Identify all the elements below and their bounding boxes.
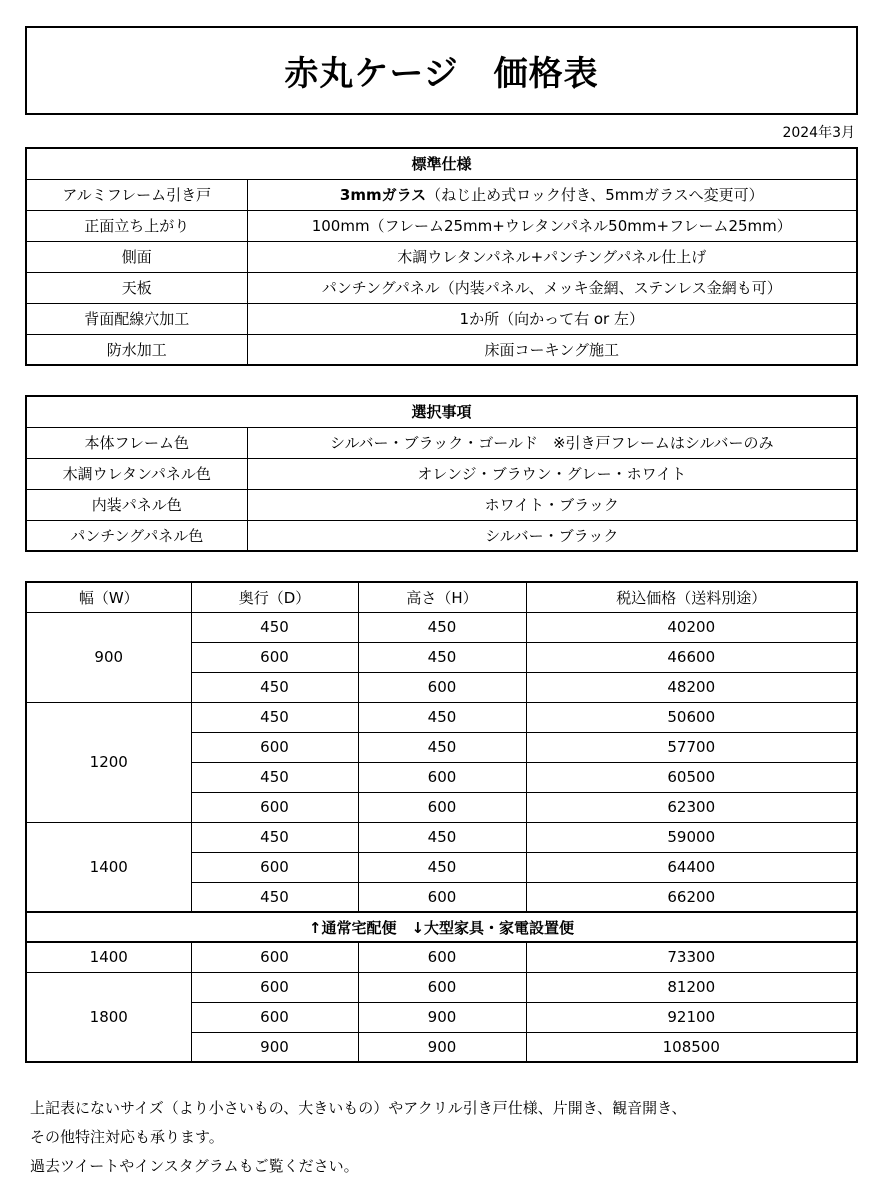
price-cell: 60500 [526,762,857,792]
spec-row [26,241,857,272]
price-cell: 40200 [526,612,857,642]
col-header-price: 税込価格（送料別途） [526,582,857,612]
price-cell: 62300 [526,792,857,822]
note-line: 過去ツイートやインスタグラムもご覧ください。 [30,1157,359,1175]
spec-row [26,179,857,210]
depth-cell: 450 [191,612,358,642]
options-table [25,395,858,552]
price-row [26,822,857,852]
width-cell: 900 [26,612,191,702]
spec-label: アルミフレーム引き戸 [26,179,247,210]
width-cell: 1800 [26,972,191,1062]
width-cell: 1400 [26,942,191,972]
spec-value-text: 木調ウレタンパネル+パンチングパネル仕上げ [397,248,707,266]
depth-cell: 450 [191,822,358,852]
height-cell: 450 [358,732,526,762]
price-row [26,702,857,732]
option-label: 本体フレーム色 [26,427,247,458]
price-cell: 108500 [526,1032,857,1062]
spec-value-text: パンチングパネル（内装パネル、メッキ金網、ステンレス金網も可） [321,279,782,297]
price-table [25,581,858,1063]
spec-label: 防水加工 [26,334,247,365]
standard-spec-heading: 標準仕様 [26,148,857,179]
spec-row [26,303,857,334]
depth-cell: 600 [191,792,358,822]
depth-cell: 450 [191,702,358,732]
spec-value-bold: 3mmガラス [339,186,427,204]
height-cell: 450 [358,702,526,732]
spec-value-text: （ねじ止め式ロック付き、5mmガラスへ変更可） [426,186,764,204]
price-cell: 59000 [526,822,857,852]
option-row [26,458,857,489]
price-cell: 64400 [526,852,857,882]
option-value: ホワイト・ブラック [247,489,857,520]
shipping-separator-row [26,912,857,942]
height-cell: 450 [358,642,526,672]
depth-cell: 600 [191,642,358,672]
price-cell: 57700 [526,732,857,762]
height-cell: 900 [358,1002,526,1032]
title-box [25,26,858,115]
price-cell: 48200 [526,672,857,702]
spec-label: 天板 [26,272,247,303]
price-cell: 50600 [526,702,857,732]
depth-cell: 450 [191,672,358,702]
height-cell: 600 [358,942,526,972]
spec-label: 背面配線穴加工 [26,303,247,334]
height-cell: 600 [358,972,526,1002]
height-cell: 600 [358,882,526,912]
height-cell: 450 [358,612,526,642]
depth-cell: 900 [191,1032,358,1062]
height-cell: 600 [358,762,526,792]
option-value: オレンジ・ブラウン・グレー・ホワイト [247,458,857,489]
col-header-width: 幅（W） [26,582,191,612]
depth-cell: 450 [191,762,358,792]
height-cell: 600 [358,672,526,702]
depth-cell: 600 [191,942,358,972]
spec-value-text: 床面コーキング施工 [484,340,620,359]
height-cell: 900 [358,1032,526,1062]
shipping-separator: ↑通常宅配便 ↓大型家具・家電設置便 [26,912,857,942]
height-cell: 450 [358,852,526,882]
height-cell: 450 [358,822,526,852]
option-row [26,489,857,520]
depth-cell: 450 [191,882,358,912]
depth-cell: 600 [191,732,358,762]
option-value: シルバー・ブラック・ゴールド ※引き戸フレームはシルバーのみ [247,427,857,458]
spec-value-text: 1か所（向かって右 or 左） [459,310,644,328]
price-cell: 92100 [526,1002,857,1032]
spec-value [247,210,857,241]
spec-value [247,272,857,303]
depth-cell: 600 [191,852,358,882]
option-row [26,427,857,458]
price-cell: 66200 [526,882,857,912]
depth-cell: 600 [191,1002,358,1032]
height-cell: 600 [358,792,526,822]
option-label: 木調ウレタンパネル色 [26,458,247,489]
date-label: 2024年3月 [782,125,855,141]
options-heading: 選択事項 [26,396,857,427]
col-header-depth: 奥行（D） [191,582,358,612]
price-row [26,612,857,642]
spec-row [26,210,857,241]
option-value: シルバー・ブラック [247,520,857,551]
price-row [26,942,857,972]
note-line: 上記表にないサイズ（より小さいもの、大きいもの）やアクリル引き戸仕様、片開き、観音開き、 [30,1099,687,1117]
col-header-height: 高さ（H） [358,582,526,612]
option-label: パンチングパネル色 [26,520,247,551]
notes [30,1094,687,1181]
page-title: 赤丸ケージ 価格表 [284,54,599,94]
spec-value-text: 100mm（フレーム25mm+ウレタンパネル50mm+フレーム25mm） [311,217,792,235]
price-cell: 81200 [526,972,857,1002]
depth-cell: 600 [191,972,358,1002]
spec-row [26,272,857,303]
price-cell: 73300 [526,942,857,972]
price-row [26,972,857,1002]
width-cell: 1400 [26,822,191,912]
spec-label: 正面立ち上がり [26,210,247,241]
spec-row [26,334,857,365]
width-cell: 1200 [26,702,191,822]
spec-label: 側面 [26,241,247,272]
option-row [26,520,857,551]
spec-value [247,303,857,334]
standard-spec-table [25,147,858,366]
option-label: 内装パネル色 [26,489,247,520]
note-line: その他特注対応も承ります。 [30,1128,224,1146]
spec-value [247,241,857,272]
spec-value [247,179,857,210]
spec-value [247,334,857,365]
price-cell: 46600 [526,642,857,672]
